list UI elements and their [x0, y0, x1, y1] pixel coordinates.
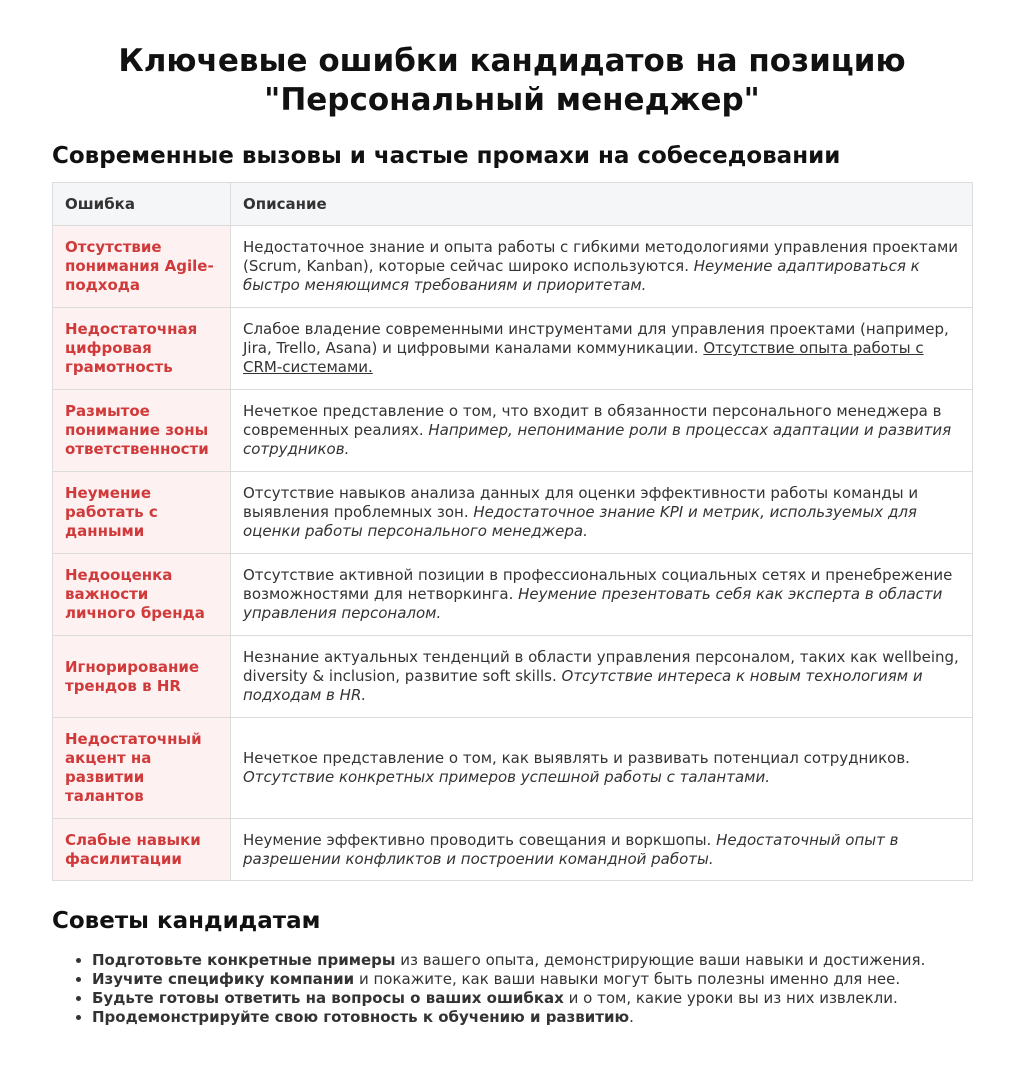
description-text: Слабое владение современными инструментами для управления проектами (например, Jira, Trello, Asana) и цифровыми каналами коммуникации.	[243, 320, 949, 357]
page-title-line2: "Персональный менеджер"	[264, 82, 760, 118]
table-row	[53, 472, 973, 554]
error-cell: Игнорирование трендов в HR	[53, 636, 231, 718]
description-cell	[231, 226, 973, 308]
tip-text: из вашего опыта, демонстрирующие ваши навыки и достижения.	[395, 951, 926, 969]
page-title	[52, 0, 972, 120]
tip-text: .	[629, 1008, 634, 1026]
description-cell	[231, 308, 973, 390]
section-title: Современные вызовы и частые промахи на собеседовании	[52, 143, 841, 169]
description-text: Незнание актуальных тенденций в области управления персоналом, таких как wellbeing, diversity & inclusion, развитие soft skills.	[243, 648, 959, 685]
tip-bold: Продемонстрируйте свою готовность к обучению и развитию	[92, 1008, 630, 1026]
table-row	[53, 718, 973, 819]
list-item	[92, 989, 972, 1008]
error-cell: Отсутствие понимания Agile-подхода	[53, 226, 231, 308]
description-cell	[231, 390, 973, 472]
description-cell	[231, 718, 973, 819]
tips-list	[52, 951, 972, 1027]
description-cell	[231, 554, 973, 636]
description-text: Отсутствие активной позиции в профессиональных социальных сетях и пренебрежение возможностями для нетворкинга.	[243, 566, 953, 603]
description-emphasis: Неумение адаптироваться к быстро меняющимся требованиям и приоритетам.	[243, 257, 920, 294]
description-underlined: Отсутствие опыта работы с CRM-системами.	[243, 339, 924, 376]
column-header-description: Описание	[231, 183, 973, 226]
list-item	[92, 970, 972, 989]
description-emphasis: Неумение презентовать себя как эксперта в области управления персоналом.	[243, 585, 943, 622]
description-cell	[231, 636, 973, 718]
error-cell: Слабые навыки фасилитации	[53, 819, 231, 881]
error-cell: Недооценка важности личного бренда	[53, 554, 231, 636]
errors-table	[52, 182, 973, 881]
table-row	[53, 390, 973, 472]
description-text: Отсутствие навыков анализа данных для оценки эффективности работы команды и выявления проблемных зон.	[243, 484, 919, 521]
error-cell: Неумение работать с данными	[53, 472, 231, 554]
tip-text: и о том, какие уроки вы из них извлекли.	[563, 989, 898, 1007]
error-cell: Недостаточный акцент на развитии талантов	[53, 718, 231, 819]
description-cell	[231, 819, 973, 881]
description-text: Нечеткое представление о том, что входит в обязанности персонального менеджера в современных реалиях.	[243, 402, 942, 439]
tips-title: Советы кандидатам	[52, 908, 321, 934]
error-cell: Размытое понимание зоны ответственности	[53, 390, 231, 472]
table-header-row	[53, 183, 973, 226]
description-text: Недостаточное знание и опыта работы с гибкими методологиями управления проектами (Scrum, Kanban), которые сейчас широко используются.	[243, 238, 959, 275]
error-cell: Недостаточная цифровая грамотность	[53, 308, 231, 390]
page-title-line1: Ключевые ошибки кандидатов на позицию	[118, 43, 906, 79]
tip-bold: Подготовьте конкретные примеры	[92, 951, 396, 969]
description-emphasis: Недостаточное знание KPI и метрик, используемых для оценки работы персонального менеджера.	[243, 503, 917, 540]
column-header-error: Ошибка	[53, 183, 231, 226]
table-row	[53, 308, 973, 390]
description-emphasis: Отсутствие конкретных примеров успешной работы с талантами.	[243, 768, 770, 786]
description-text: Неумение эффективно проводить совещания и воркшопы.	[243, 830, 717, 849]
tip-bold: Изучите специфику компании	[92, 970, 355, 988]
description-emphasis: Например, непонимание роли в процессах адаптации и развития сотрудников.	[243, 421, 952, 458]
description-emphasis: Отсутствие интереса к новым технологиям и подходам в HR.	[243, 667, 923, 704]
list-item	[92, 1008, 972, 1027]
description-cell	[231, 472, 973, 554]
table-row	[53, 636, 973, 718]
list-item	[92, 951, 972, 970]
description-emphasis: Недостаточный опыт в разрешении конфликтов и построении командной работы.	[243, 830, 899, 868]
description-text: Нечеткое представление о том, как выявлять и развивать потенциал сотрудников.	[243, 749, 910, 767]
tip-text: и покажите, как ваши навыки могут быть полезны именно для нее.	[354, 970, 901, 988]
table-row	[53, 819, 973, 881]
table-row	[53, 554, 973, 636]
table-row	[53, 226, 973, 308]
tip-bold: Будьте готовы ответить на вопросы о ваших ошибках	[92, 989, 564, 1007]
